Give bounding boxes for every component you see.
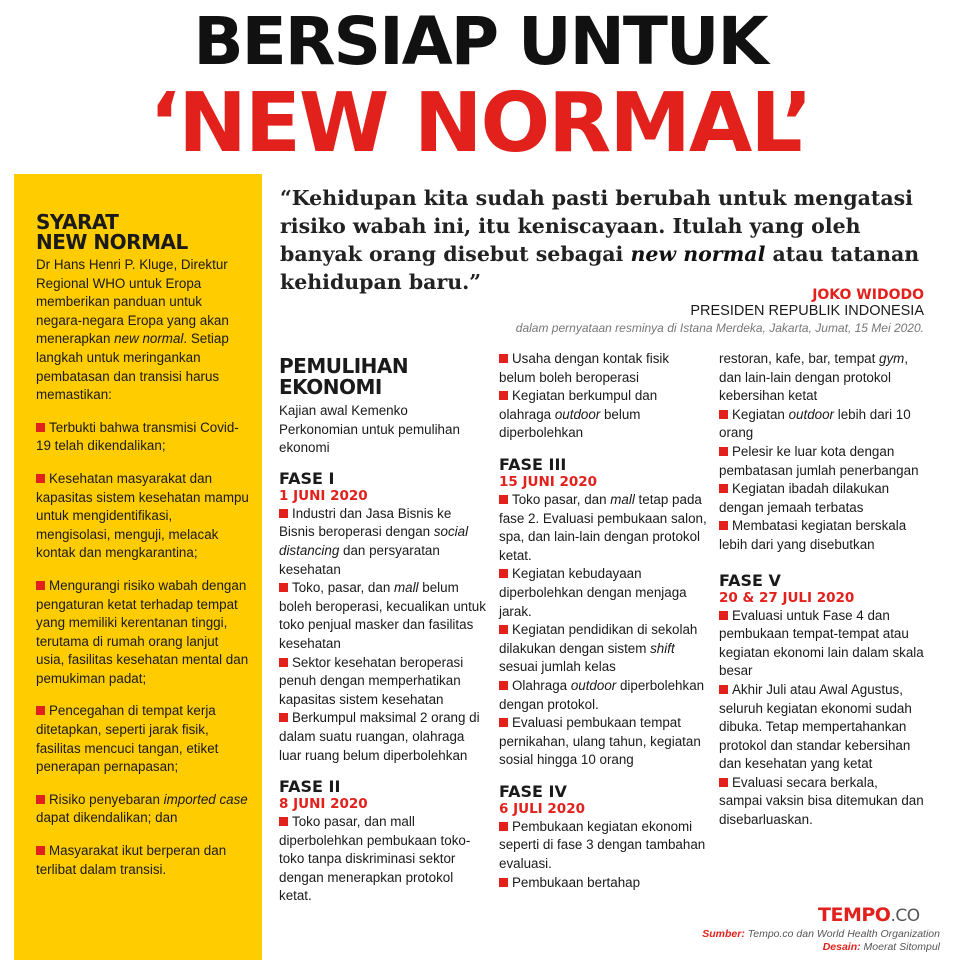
phase-5-item-1: [719, 607, 924, 681]
phase-4-item-1: [499, 818, 709, 874]
red-square-bullet-icon: [36, 581, 45, 590]
item-text: Pembukaan bertahap: [512, 874, 641, 890]
red-square-bullet-icon: [719, 685, 728, 694]
item-text: diperbolehkan dengan protokol.: [499, 677, 705, 712]
phase-3-item-4: [499, 677, 709, 714]
recovery-heading-line1: PEMULIHAN: [279, 354, 409, 378]
column-3: [719, 350, 924, 830]
sidebar-item-text: Kesehatan masyarakat dan kapasitas sistem kesehatan mampu untuk mengidentifikasi, mengisolasi, menguji, melacak kontak dan mengkarantina;: [36, 470, 249, 561]
quote-text-a: “Kehidupan kita sudah pasti berubah untuk mengatasi risiko wabah ini, itu keniscayaan. Itulah yang oleh banyak orang disebut sebagai: [280, 186, 913, 266]
sidebar-item-2: [36, 470, 250, 563]
president-quote: [280, 184, 940, 296]
red-square-bullet-icon: [499, 822, 508, 831]
item-text-em: gym: [879, 351, 905, 366]
phase-2-item-2: [499, 350, 709, 387]
red-square-bullet-icon: [499, 391, 508, 400]
phase-5-title: FASE V: [719, 570, 781, 590]
item-text: dan persyaratan kesehatan: [279, 542, 440, 577]
credits: [700, 928, 940, 954]
red-square-bullet-icon: [36, 795, 45, 804]
item-text: belum boleh beroperasi, kecualikan untuk toko penjual masker dan fasilitas kesehatan: [279, 580, 486, 651]
phase-1-item-3: [279, 654, 489, 710]
sidebar-item-text: Risiko penyebaran: [49, 791, 164, 807]
sidebar-item-5: [36, 791, 250, 828]
phase-4-item-6: [719, 517, 924, 554]
phase-5-date: 20 & 27 JULI 2020: [719, 589, 855, 606]
item-text-em: outdoor: [788, 406, 835, 422]
item-text: Akhir Juli atau Awal Agustus, seluruh kegiatan ekonomi sudah dibuka. Tetap mempertahankan protokol dan standar kebersihan dan kesehatan yang ketat: [719, 681, 912, 772]
red-square-bullet-icon: [36, 706, 45, 715]
red-square-bullet-icon: [719, 778, 728, 787]
red-square-bullet-icon: [499, 878, 508, 887]
item-text-em: shift: [650, 640, 675, 656]
sidebar-item-1: [36, 419, 250, 456]
source-text: Tempo.co dan World Health Organization: [744, 928, 940, 940]
red-square-bullet-icon: [279, 658, 288, 667]
red-square-bullet-icon: [719, 484, 728, 493]
red-square-bullet-icon: [36, 474, 45, 483]
red-square-bullet-icon: [499, 681, 508, 690]
source-label: Sumber:: [702, 928, 745, 940]
phase-2-item-1: [279, 813, 489, 906]
intro-text-b: . Setiap langkah untuk meringankan pembatasan dan transisi harus memastikan:: [36, 331, 229, 403]
item-text: Membatasi kegiatan berskala lebih dari yang disebutkan: [719, 518, 907, 552]
item-text-em: mall: [393, 580, 419, 596]
sidebar-heading-line1: SYARAT: [36, 210, 119, 234]
phase-2-date: 8 JUNI 2020: [279, 796, 368, 813]
sidebar-intro: [36, 256, 250, 405]
intro-text-a: Dr Hans Henri P. Kluge, Direktur Regional WHO untuk Eropa memberikan panduan untuk negara-negara Eropa yang akan menerapkan: [36, 257, 229, 347]
item-text: Sektor kesehatan beroperasi penuh dengan memperhatikan kapasitas sistem kesehatan: [279, 654, 464, 707]
brand-suffix: .CO: [890, 906, 920, 926]
phase-3-date: 15 JUNI 2020: [499, 473, 598, 490]
tempo-logo: [818, 905, 920, 926]
phase-5-item-3: [719, 774, 924, 830]
quote-text-em: new normal: [630, 242, 766, 266]
phase-4-item-2-continued: [719, 350, 924, 406]
red-square-bullet-icon: [499, 495, 508, 504]
column-1: [279, 356, 489, 906]
red-square-bullet-icon: [719, 410, 728, 419]
red-square-bullet-icon: [499, 569, 508, 578]
item-text: Toko, pasar, dan: [292, 580, 394, 596]
item-text: lebih dari 10 orang: [719, 406, 911, 441]
red-square-bullet-icon: [279, 583, 288, 592]
sidebar-item-4: [36, 702, 250, 776]
item-text-em: mall: [610, 491, 635, 507]
item-text: Kegiatan kebudayaan diperbolehkan dengan menjaga jarak.: [499, 566, 687, 619]
red-square-bullet-icon: [719, 521, 728, 530]
item-text: Kegiatan pendidikan di sekolah dilakukan dengan sistem: [499, 622, 698, 656]
phase-4-date: 6 JULI 2020: [499, 800, 585, 817]
phase-1-item-4: [279, 709, 489, 765]
sidebar-item-text: Mengurangi risiko wabah dengan pengaturan ketat terhadap tempat yang memiliki kerentanan tinggi, terutama di rumah orang lanjut usia, fasilitas kesehatan mental dan pemukiman padat;: [36, 577, 249, 686]
phase-3-item-3: [499, 621, 709, 677]
phase-4-item-5: [719, 480, 924, 517]
item-text: restoran, kafe, bar, tempat: [719, 351, 880, 366]
phase-1-item-1: [279, 505, 489, 579]
item-text: , dan lain-lain dengan protokol kebersihan ketat: [719, 351, 909, 404]
phase-3-item-2: [499, 565, 709, 621]
quote-speaker-role: PRESIDEN REPUBLIK INDONESIA: [690, 303, 924, 319]
recovery-description: Kajian awal Kemenko Perkonomian untuk pemulihan ekonomi: [279, 403, 460, 456]
column-2: [499, 350, 709, 892]
phase-2-item-3: [499, 387, 709, 443]
item-text: Toko pasar, dan: [512, 491, 611, 507]
red-square-bullet-icon: [36, 423, 45, 432]
phase-3-title: FASE III: [499, 454, 567, 474]
item-text: Evaluasi pembukaan tempat pernikahan, ulang tahun, kegiatan sosial hingga 10 orang: [499, 715, 701, 768]
phase-2-title: FASE II: [279, 777, 341, 797]
design-label: Desain:: [822, 941, 861, 953]
sidebar-heading-line2: NEW NORMAL: [36, 230, 188, 254]
red-square-bullet-icon: [499, 718, 508, 727]
quote-source: dalam pernyataan resminya di Istana Merdeka, Jakarta, Jumat, 15 Mei 2020.: [515, 321, 924, 335]
item-text: belum diperbolehkan: [499, 406, 641, 441]
item-text: Evaluasi secara berkala, sampai vaksin bisa ditemukan dan disebarluaskan.: [719, 774, 924, 828]
sidebar-item-text-em: imported case: [163, 791, 248, 807]
page-title-line2: ‘NEW NORMAL’: [149, 76, 811, 171]
phase-4-item-2: [499, 874, 709, 893]
quote-text-b: atau tatanan kehidupan baru.”: [280, 242, 920, 294]
sidebar-item-text: Terbukti bahwa transmisi Covid-19 telah dikendalikan;: [36, 419, 239, 454]
phase-1-date: 1 JUNI 2020: [279, 487, 368, 504]
item-text: Pelesir ke luar kota dengan pembatasan jumlah penerbangan: [719, 443, 919, 478]
red-square-bullet-icon: [279, 509, 288, 518]
item-text: sesuai jumlah kelas: [499, 659, 616, 675]
item-text: Olahraga: [512, 677, 571, 693]
item-text: Usaha dengan kontak fisik belum boleh beroperasi: [499, 351, 670, 385]
recovery-heading-line2: EKONOMI: [279, 375, 382, 399]
phase-4-title: FASE IV: [499, 781, 567, 801]
sidebar-item-3: [36, 577, 250, 689]
item-text: Pembukaan kegiatan ekonomi seperti di fase 3 dengan tambahan evaluasi.: [499, 818, 706, 872]
phase-4-item-4: [719, 443, 924, 480]
sidebar-item-text: Masyarakat ikut berperan dan terlibat dalam transisi.: [36, 843, 227, 877]
sidebar-item-text: dapat dikendalikan; dan: [36, 810, 178, 826]
red-square-bullet-icon: [36, 846, 45, 855]
quote-speaker: JOKO WIDODO: [812, 287, 924, 303]
intro-text-em: new normal: [114, 331, 184, 347]
page-title-line1: BERSIAP UNTUK: [193, 3, 767, 80]
phase-4-item-3: [719, 406, 924, 443]
item-text: Kegiatan ibadah dilakukan dengan jemaah terbatas: [719, 481, 890, 515]
phase-1-item-2: [279, 579, 489, 653]
sidebar-item-6: [36, 842, 250, 879]
design-text: Moerat Sitompul: [860, 941, 940, 953]
item-text: Berkumpul maksimal 2 orang di dalam suatu ruangan, olahraga luar ruang belum diperbolehkan: [279, 710, 480, 763]
red-square-bullet-icon: [719, 447, 728, 456]
item-text: Kegiatan: [732, 406, 789, 422]
item-text-em: outdoor: [554, 406, 601, 422]
brand-name: TEMPO: [818, 904, 891, 926]
phase-3-item-5: [499, 714, 709, 770]
red-square-bullet-icon: [279, 817, 288, 826]
phase-1-title: FASE I: [279, 468, 335, 488]
phase-5-item-2: [719, 681, 924, 774]
item-text-em: outdoor: [570, 677, 617, 693]
item-text-em: social distancing: [279, 524, 469, 558]
item-text: Kegiatan berkumpul dan olahraga: [499, 388, 658, 422]
item-text: Evaluasi untuk Fase 4 dan pembukaan tempat-tempat atau kegiatan ekonomi lain dalam skala besar: [719, 607, 924, 679]
red-square-bullet-icon: [719, 611, 728, 620]
red-square-bullet-icon: [499, 354, 508, 363]
phase-3-item-1: [499, 491, 709, 565]
item-text: Industri dan Jasa Bisnis ke Bisnis beroperasi dengan: [279, 505, 452, 540]
item-text: tetap pada fase 2. Evaluasi pembukaan salon, spa, dan lain-lain dengan protokol ketat.: [499, 491, 707, 563]
item-text: Toko pasar, dan mall diperbolehkan pembukaan toko-toko tanpa diskriminasi sektor dengan menerapkan protokol ketat.: [279, 814, 471, 904]
sidebar-item-text: Pencegahan di tempat kerja ditetapkan, seperti jarak fisik, fasilitas mencuci tangan, etiket penerapan pernapasan;: [36, 703, 219, 775]
red-square-bullet-icon: [279, 713, 288, 722]
sidebar-syarat-new-normal: [14, 174, 262, 960]
red-square-bullet-icon: [499, 625, 508, 634]
